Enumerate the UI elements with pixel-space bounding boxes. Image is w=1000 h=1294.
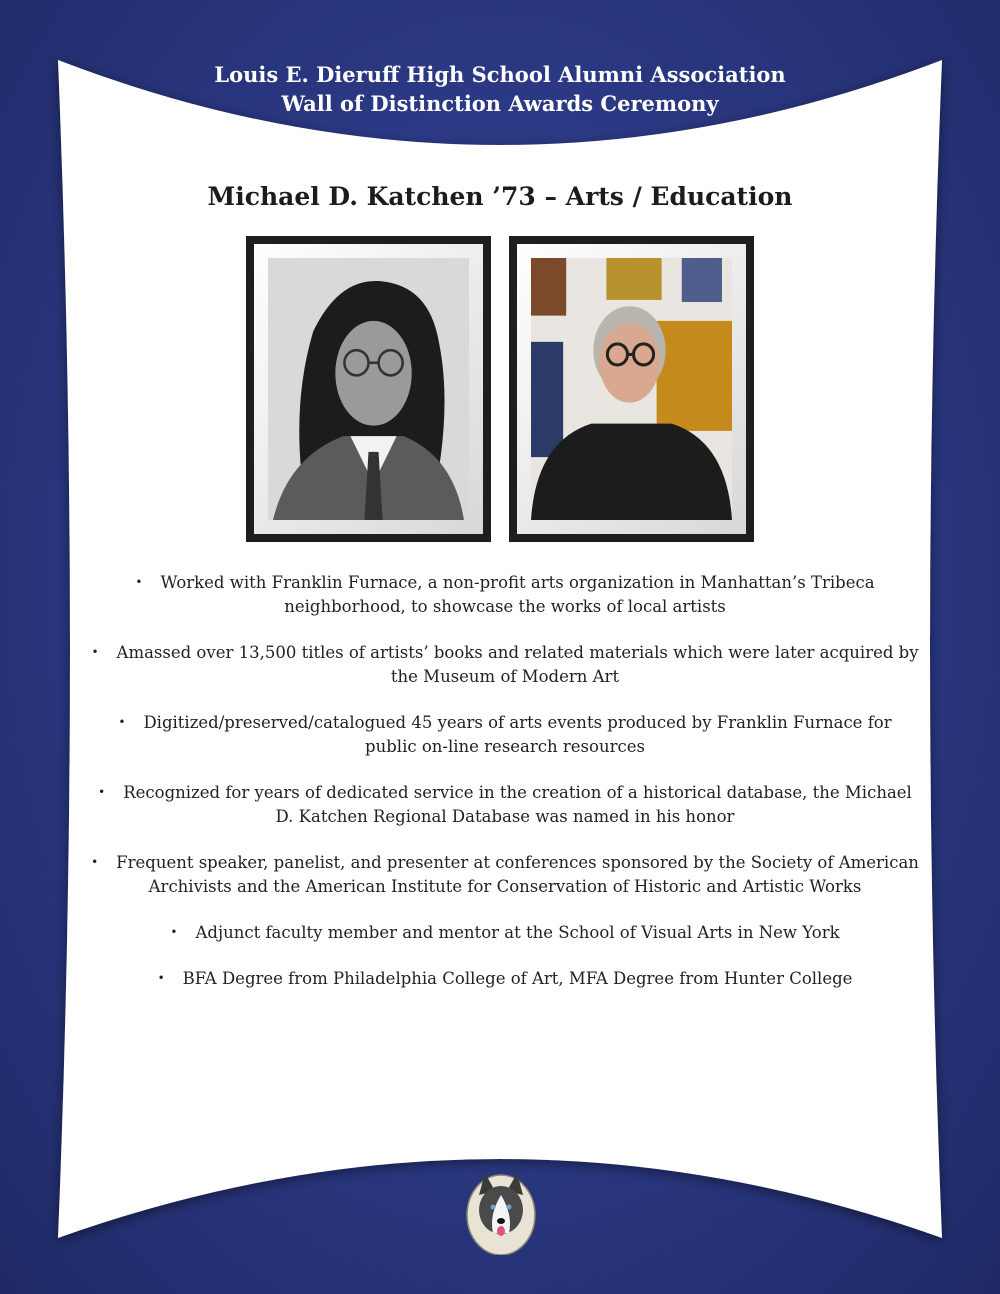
header-line-1: Louis E. Dieruff High School Alumni Association — [214, 62, 786, 87]
honoree-title: Michael D. Katchen ’73 – Arts / Education — [207, 182, 793, 211]
bullet-text: Digitized/preserved/catalogued 45 years of arts events produced by Franklin Furnace for public on-line research resources — [143, 713, 892, 756]
bullet-text: Frequent speaker, panelist, and presenter at conferences sponsored by the Society of American Archivists and the American Institute for Conservation of Historic and Artistic Works — [116, 853, 919, 896]
bullet-item — [90, 710, 920, 759]
bullet-icon: • — [98, 785, 106, 799]
husky-mascot-icon — [465, 1165, 537, 1255]
header-line-2: Wall of Distinction Awards Ceremony — [281, 91, 719, 116]
current-portrait-icon — [531, 258, 732, 520]
bullet-icon: • — [170, 925, 178, 939]
header — [0, 60, 1000, 118]
accomplishments-list — [90, 570, 920, 1012]
bullet-icon: • — [118, 715, 126, 729]
bullet-item — [90, 920, 920, 945]
bullet-item — [90, 640, 920, 689]
yearbook-photo-frame — [246, 236, 491, 542]
bullet-text: Amassed over 13,500 titles of artists’ books and related materials which were later acquired by the Museum of Modern Art — [116, 643, 919, 686]
bullet-icon: • — [91, 855, 99, 869]
bullet-icon: • — [135, 575, 143, 589]
bullet-icon: • — [91, 645, 99, 659]
yearbook-portrait-icon — [268, 258, 469, 520]
bullet-text: BFA Degree from Philadelphia College of Art, MFA Degree from Hunter College — [182, 969, 853, 988]
bullet-item — [90, 850, 920, 899]
bullet-text: Recognized for years of dedicated service in the creation of a historical database, the Michael D. Katchen Regional Database was named in his honor — [123, 783, 912, 826]
bullet-icon: • — [157, 971, 165, 985]
bullet-item — [90, 966, 920, 991]
bullet-text: Adjunct faculty member and mentor at the School of Visual Arts in New York — [195, 923, 840, 942]
current-photo-frame — [509, 236, 754, 542]
bullet-item — [90, 780, 920, 829]
bullet-item — [90, 570, 920, 619]
bullet-text: Worked with Franklin Furnace, a non-profit arts organization in Manhattan’s Tribeca neighborhood, to showcase the works of local artists — [160, 573, 875, 616]
